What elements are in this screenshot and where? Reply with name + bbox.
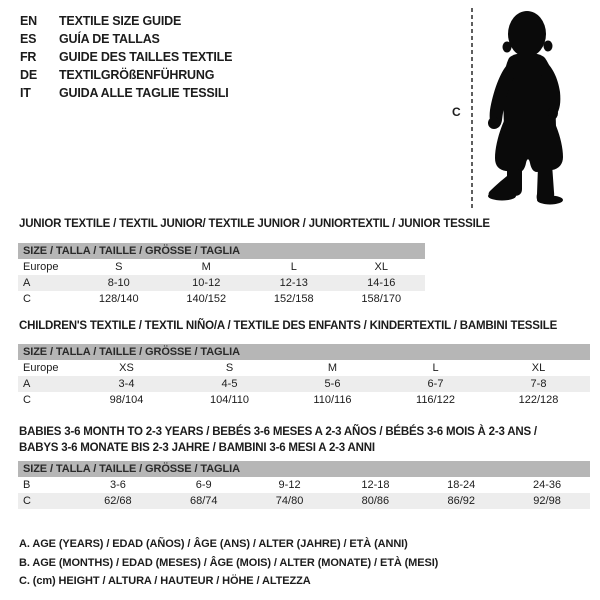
size-cell: 122/128 [518,394,559,406]
size-cell: 3-4 [118,378,135,390]
lang-label: TEXTILGRÖßENFÜHRUNG [59,68,215,82]
footnote-c: C. (cm) HEIGHT / ALTURA / HAUTEUR / HÖHE / ALTEZZA [19,575,311,587]
size-cell: 6-7 [427,378,444,390]
babies-title-line2: BABYS 3-6 MONATE BIS 2-3 JAHRE / BAMBINI 3-6 MESI A 2-3 ANNI [19,442,375,454]
size-cell: 24-36 [532,479,562,491]
footnotes-block [19,535,438,591]
size-cell: 3-6 [109,479,126,491]
size-cell: 62/68 [104,495,132,507]
lang-code: ES [20,32,37,46]
babies-section-title [19,424,537,456]
lang-label: TEXTILE SIZE GUIDE [59,14,182,28]
table-row [18,291,425,307]
row-label: A [23,277,31,289]
lang-code: EN [20,14,37,28]
table-row [18,493,590,509]
size-cell: 18-24 [447,479,476,491]
size-header-band: SIZE / TALLA / TAILLE / GRÖSSE / TAGLIA [18,461,590,477]
row-label: B [23,479,31,491]
size-cell: 8-10 [107,277,130,289]
size-cell: 104/110 [210,394,249,406]
size-cell: 7-8 [530,378,547,390]
size-cell: XS [119,362,134,374]
lang-row-de [20,66,232,84]
height-label: C [452,105,461,119]
size-cell: 86/92 [447,495,475,507]
table-row [18,360,590,376]
size-cell: 116/122 [416,394,455,406]
lang-code: FR [20,50,37,64]
table-row [18,376,590,392]
size-cell: 80/86 [361,495,390,507]
junior-section-title: JUNIOR TEXTILE / TEXTIL JUNIOR/ TEXTILE JUNIOR / JUNIORTEXTIL / JUNIOR TESSILE [19,218,490,230]
lang-code: IT [20,86,31,100]
table-row [18,392,590,408]
size-cell: 140/152 [186,293,227,305]
lang-row-fr [20,48,232,66]
row-label: Europe [23,261,59,273]
size-cell: XL [374,261,388,273]
size-cell: S [225,362,234,374]
size-cell: L [290,261,297,273]
lang-row-es [20,30,232,48]
size-cell: 98/104 [109,394,144,406]
children-table [18,344,590,408]
size-header-band: SIZE / TALLA / TAILLE / GRÖSSE / TAGLIA [18,344,590,360]
size-cell: 9-12 [278,479,301,491]
lang-row-it [20,84,232,102]
size-cell: M [201,261,211,273]
size-cell: 128/140 [98,293,139,305]
table-row [18,275,425,291]
lang-row-en [20,12,232,30]
lang-label: GUIDA ALLE TAGLIE TESSILI [59,86,229,100]
size-cell: 10-12 [192,277,221,289]
size-cell: L [432,362,439,374]
size-header-band: SIZE / TALLA / TAILLE / GRÖSSE / TAGLIA [18,243,425,259]
children-section-title: CHILDREN'S TEXTILE / TEXTIL NIÑO/A / TEXTILE DES ENFANTS / KINDERTEXTIL / BAMBINI TESSILE [19,320,558,332]
row-label: C [23,495,31,507]
lang-label: GUÍA DE TALLAS [59,32,160,46]
size-cell: S [115,261,123,273]
language-title-block [20,12,232,102]
size-cell: 92/98 [533,495,561,507]
size-cell: M [327,362,338,374]
size-cell: 12-18 [361,479,390,491]
size-cell: 68/74 [189,495,218,507]
footnote-a: A. AGE (YEARS) / EDAD (AÑOS) / ÂGE (ANS) / ALTER (JAHRE) / ETÀ (ANNI) [19,538,408,550]
row-label: C [23,394,31,406]
lang-code: DE [20,68,37,82]
size-cell: 4-5 [221,378,238,390]
size-cell: 152/158 [273,293,314,305]
row-label: C [23,293,31,305]
size-cell: 74/80 [275,495,304,507]
row-label: Europe [23,362,59,374]
junior-table [18,243,425,307]
size-cell: 110/116 [313,394,352,406]
footnote-b: B. AGE (MONTHS) / EDAD (MESES) / ÂGE (MOIS) / ALTER (MONATE) / ETÀ (MESI) [19,556,439,569]
table-row [18,259,425,275]
babies-table [18,461,590,509]
size-cell: 12-13 [279,277,308,289]
babies-title-line1: BABIES 3-6 MONTH TO 2-3 YEARS / BEBÉS 3-6 MESES A 2-3 AÑOS / BÉBÉS 3-6 MOIS À 2-3 ANS / [19,426,537,438]
height-dashed-line [471,8,473,210]
size-cell: 6-9 [195,479,212,491]
row-label: A [23,378,31,390]
table-row [18,477,590,493]
size-cell: 14-16 [367,277,396,289]
size-cell: XL [531,362,546,374]
size-cell: 5-6 [324,378,341,390]
size-cell: 158/170 [361,293,402,305]
lang-label: GUIDE DES TAILLES TEXTILE [59,50,233,64]
baby-silhouette-icon [482,6,582,210]
